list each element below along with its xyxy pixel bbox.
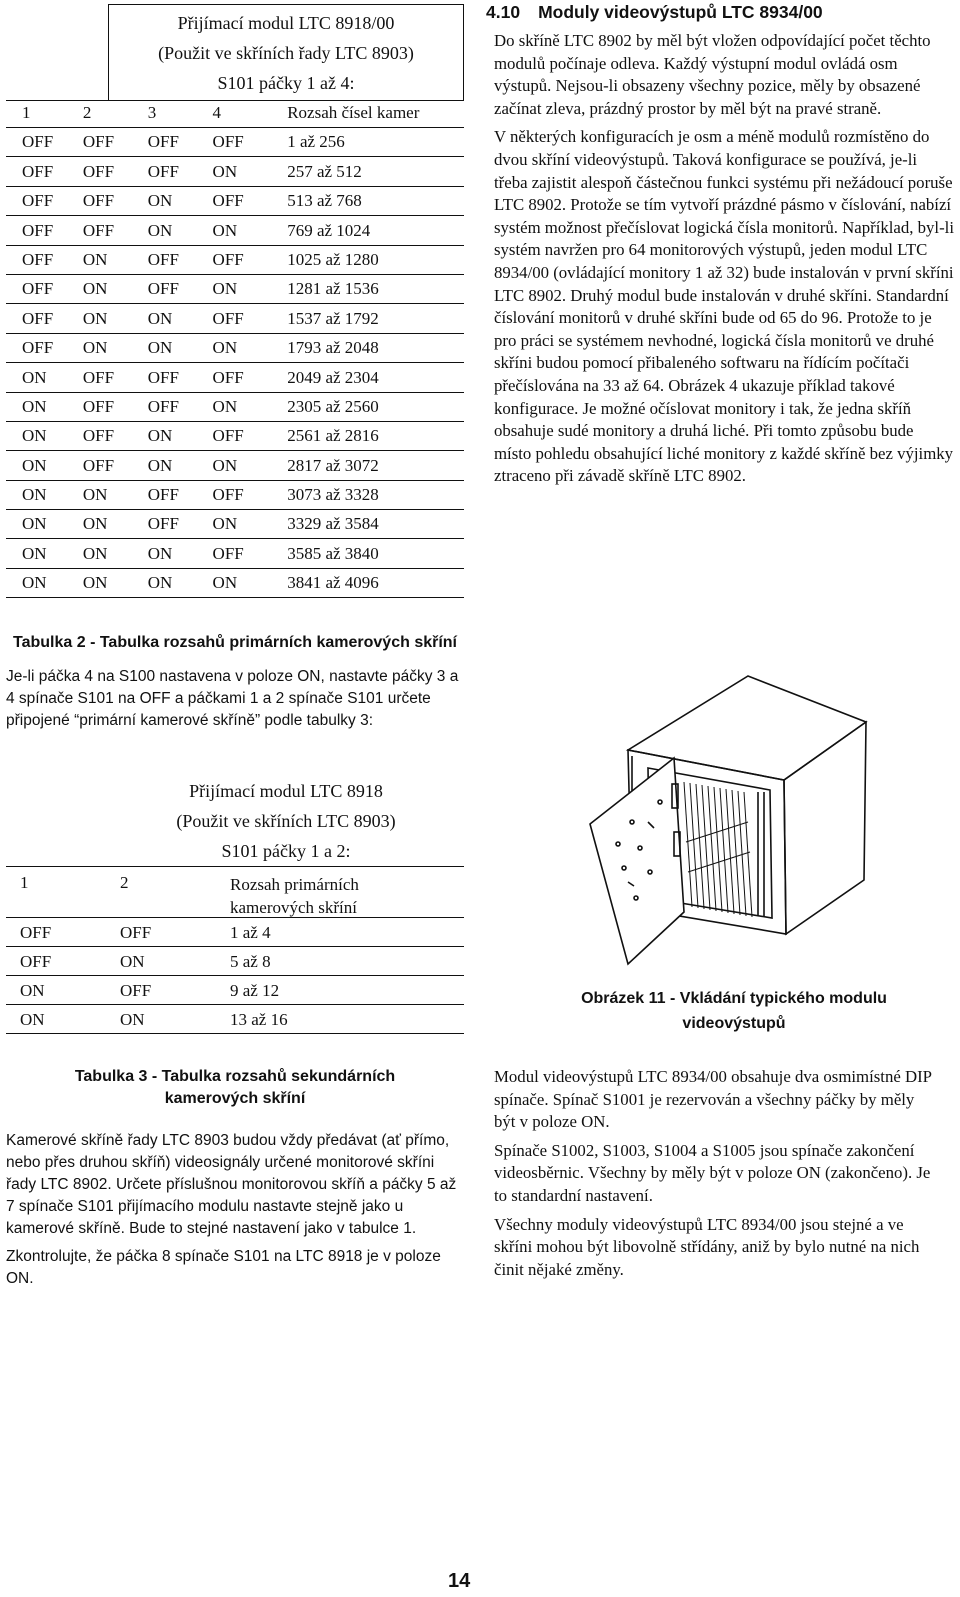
section-title: Moduly videovýstupů LTC 8934/00 (538, 2, 823, 22)
table-cell: OFF (120, 923, 152, 943)
table1-header-row (6, 100, 464, 128)
table-row (6, 246, 464, 275)
right-bottom-paragraphs (494, 1066, 934, 1281)
table-cell: 1 až 256 (287, 132, 345, 152)
table-cell: 13 až 16 (230, 1010, 288, 1030)
table-cell: ON (147, 573, 173, 593)
table1-subtitle: (Použit ve skříních řady LTC 8903) (158, 43, 414, 63)
table-row (6, 481, 464, 510)
table-cell: ON (82, 573, 108, 593)
table-cell: OFF (212, 485, 244, 505)
paragraph-termination: Spínače S1002, S1003, S1004 a S1005 jsou spínače zakončení videosběrnic. Všechny by měly být v poloze ON (zakončeno). Je to standardní nastavení. (494, 1140, 931, 1205)
table-cell: ON (22, 514, 47, 534)
table-row (6, 128, 464, 157)
table-cell: ON (147, 191, 173, 211)
table-cell: OFF (212, 191, 244, 211)
table-cell: ON (22, 367, 47, 387)
table-cell: OFF (22, 338, 54, 358)
table-cell: OFF (120, 981, 152, 1001)
paragraph-module-placement: Do skříně LTC 8902 by měl být vložen odpovídající počet těchto modulů počínaje odleva. Každý výstupní modul ovládá osm výstupů. Nejsou-li obsazeny všechny pozice, měly by obsazené začínat zleva, prázdný prostor by měl být na pravé straně. (494, 31, 931, 118)
table2-subtitle: (Použit ve skříních LTC 8903) (176, 811, 396, 832)
table-cell: ON (212, 396, 238, 416)
table1-col-3: 3 (147, 103, 157, 122)
table-row (6, 187, 464, 216)
table-cell: 9 až 12 (230, 981, 280, 1001)
table-cell: OFF (147, 367, 179, 387)
table-cell: OFF (22, 249, 54, 269)
section-heading (486, 0, 954, 24)
table-cell: ON (212, 279, 238, 299)
table-cell: ON (147, 220, 173, 240)
primary-cabinet-table (6, 776, 464, 1034)
table-row (6, 422, 464, 451)
table-cell: OFF (82, 426, 115, 446)
table-row (6, 918, 464, 947)
table-cell: ON (212, 220, 238, 240)
table1-title: Přijímací modul LTC 8918/00 (177, 13, 395, 33)
table-cell: 257 až 512 (287, 161, 362, 181)
table-cell: 3329 až 3584 (287, 514, 379, 534)
table-cell: 1537 až 1792 (287, 308, 379, 328)
table-cell: 1281 až 1536 (287, 279, 379, 299)
table-row (6, 393, 464, 422)
table-cell: 1025 až 1280 (287, 249, 379, 269)
table-row (6, 363, 464, 392)
table-cell: ON (147, 308, 173, 328)
table-cell: 769 až 1024 (287, 220, 371, 240)
table-cell: 513 až 768 (287, 191, 362, 211)
table-cell: ON (212, 455, 238, 475)
table-cell: 5 až 8 (230, 952, 271, 972)
table-cell: ON (82, 485, 108, 505)
table-cell: OFF (22, 191, 54, 211)
table-cell: OFF (82, 455, 115, 475)
figure-caption: Obrázek 11 - Vkládání typického modulu videovýstupů (581, 990, 887, 1032)
table-cell: OFF (22, 279, 54, 299)
paragraph-switch-instructions: Je-li páčka 4 na S100 nastavena v poloze ON, nastavte páčky 3 a 4 spínače S101 na OFF a páčkami 1 a 2 spínače S101 určete připojené “primární kamerové skříně” podle tabulky 3: (6, 668, 459, 730)
table-row (6, 947, 464, 976)
table-cell: OFF (147, 249, 179, 269)
table-cell: 1 až 4 (230, 923, 271, 943)
table-cell: OFF (212, 367, 244, 387)
table-cell: ON (22, 543, 47, 563)
table-cell: OFF (82, 396, 115, 416)
table-cell: OFF (82, 161, 115, 181)
table-cell: OFF (147, 396, 179, 416)
table-cell: OFF (147, 132, 179, 152)
table-cell: OFF (212, 426, 244, 446)
table-row (6, 334, 464, 363)
table-cell: ON (147, 426, 173, 446)
table1-switch-label: S101 páčky 1 až 4: (217, 73, 355, 93)
table-cell: ON (120, 952, 145, 972)
section-number: 4.10 (486, 2, 521, 22)
table-cell: ON (22, 396, 47, 416)
table-cell: 1793 až 2048 (287, 338, 379, 358)
paragraph-check-switch: Zkontrolujte, že páčka 8 spínače S101 na LTC 8918 je v poloze ON. (6, 1248, 441, 1288)
table-cell: ON (147, 543, 173, 563)
table-cell: OFF (22, 132, 54, 152)
table-cell: ON (147, 338, 173, 358)
table-cell: ON (82, 543, 108, 563)
table-cell: 3073 až 3328 (287, 485, 379, 505)
table1-col-4: 4 (212, 103, 222, 122)
page-number: 14 (448, 1570, 471, 1592)
table-cell: ON (22, 426, 47, 446)
table-cell: ON (82, 338, 108, 358)
table-cell: OFF (20, 952, 52, 972)
table2-col-1: 1 (20, 873, 29, 893)
table-cell: OFF (212, 249, 244, 269)
left-paragraphs (6, 1130, 464, 1290)
table1-col-2: 2 (82, 103, 92, 122)
table-row (6, 275, 464, 304)
table-cell: OFF (82, 220, 115, 240)
table-cell: OFF (147, 514, 179, 534)
paragraph-configurations: V některých konfiguracích je osm a méně modulů rozmístěno do dvou skříní videovýstupů. Taková konfigurace se používá, je-li třeba zajistit alespoň částečnou funkci systému při nežádoucí poruše LTC 8902. Protože se tím vytvoří prázdné pásmo v číslování, nabízí systém možnost přečíslovat logická čísla monitorů. Například, byl-li systém navržen pro 64 monitorových výstupů, jeden modul LTC 8934/00 (ovládající monitory 1 až 32) bude instalován v první skříni LTC 8902. Druhý modul bude instalován v druhé skříni. Standardní číslování monitorů v druhé skříni bude od 65 do 96. Protože to je pro práci se systémem nevhodné, logická čísla monitorů ve druhé skříni budou pomocí přibaleného softwaru na řídícím počítači přečíslována na 33 až 64. Obrázek 4 ukazuje příklad takové konfigurace. Je možné očíslovat monitory i tak, že jedna skříň obsahuje sudé monitory a druhá liché. Při tomto způsobu bude místo pohledu obsahující liché monitory z každé skříně bez výjimky ztraceno při závadě skříně LTC 8902. (494, 127, 954, 486)
table-cell: OFF (147, 485, 179, 505)
table2-caption: Tabulka 2 - Tabulka rozsahů primárních kamerových skříní (13, 634, 457, 652)
table-cell: ON (20, 1010, 45, 1030)
table-row (6, 216, 464, 245)
table-cell: ON (82, 514, 108, 534)
table-cell: OFF (212, 308, 244, 328)
table-row (6, 1005, 464, 1034)
table-row (6, 157, 464, 186)
table-row (6, 451, 464, 480)
table-cell: OFF (147, 161, 179, 181)
table-cell: OFF (82, 191, 115, 211)
left-column (6, 0, 464, 1290)
table-cell: 3841 až 4096 (287, 573, 379, 593)
table-cell: ON (82, 308, 108, 328)
table-cell: OFF (147, 279, 179, 299)
table-cell: 2305 až 2560 (287, 396, 379, 416)
table-cell: OFF (212, 543, 244, 563)
module-insertion-illustration (588, 672, 876, 968)
table-cell: OFF (212, 132, 244, 152)
paragraph-camera-cabinets: Kamerové skříně řady LTC 8903 budou vždy předávat (ať přímo, nebo přes druhou skříň) videosignály určené monitorové skříni řady LTC 8902. Určete příslušnou monitorovou skříň a páčky 5 až 7 spínače S101 přijímacího modulu nastavte stejně jako u kamerové skříně. Bude to stejné nastavení jako v tabulce 1. (6, 1132, 457, 1238)
table-cell: ON (212, 514, 238, 534)
table-cell: 2561 až 2816 (287, 426, 379, 446)
table-cell: OFF (22, 220, 54, 240)
table-cell: 2049 až 2304 (287, 367, 379, 387)
table-cell: ON (212, 573, 238, 593)
table2-title: Přijímací modul LTC 8918 (189, 781, 383, 802)
table-cell: 2817 až 3072 (287, 455, 379, 475)
table-cell: OFF (22, 161, 54, 181)
table2-col-range: Rozsah primárních kamerových skříní (230, 875, 359, 918)
table2-body (6, 918, 464, 1034)
table-cell: ON (22, 455, 47, 475)
table-row (6, 304, 464, 333)
table-cell: ON (22, 485, 47, 505)
table1-body (6, 128, 464, 598)
table-cell: ON (212, 338, 238, 358)
table-row (6, 510, 464, 539)
table-cell: ON (212, 161, 238, 181)
table-cell: ON (82, 279, 108, 299)
table-row (6, 569, 464, 598)
table-cell: ON (20, 981, 45, 1001)
table-cell: OFF (82, 367, 115, 387)
right-column (486, 0, 954, 1279)
table-cell: ON (82, 249, 108, 269)
table2-switch-label: S101 páčky 1 a 2: (221, 841, 351, 862)
table1-col-range: Rozsah čísel kamer (287, 103, 420, 122)
table-row (6, 539, 464, 568)
table-cell: ON (120, 1010, 145, 1030)
table-row (6, 976, 464, 1005)
table-cell: ON (22, 573, 47, 593)
paragraph-dip-switches: Modul videovýstupů LTC 8934/00 obsahuje dva osmimístné DIP spínače. Spínač S1001 je rezervován a všechny páčky by měly být v poloze ON. (494, 1067, 932, 1132)
table1-col-1: 1 (22, 103, 31, 122)
table3-caption: Tabulka 3 - Tabulka rozsahů sekundárních kamerových skříní (74, 1068, 396, 1108)
camera-range-table (6, 4, 464, 598)
table2-col-2: 2 (120, 873, 129, 893)
table-cell: OFF (22, 308, 54, 328)
table-cell: OFF (82, 132, 115, 152)
table2-header-row (6, 866, 464, 918)
table-cell: OFF (20, 923, 52, 943)
table-cell: 3585 až 3840 (287, 543, 379, 563)
table-cell: ON (147, 455, 173, 475)
paragraph-interchangeable: Všechny moduly videovýstupů LTC 8934/00 jsou stejné a ve skříni mohou být libovolně střídány, aniž by bylo nutné na nich činit nějaké změny. (494, 1214, 920, 1279)
